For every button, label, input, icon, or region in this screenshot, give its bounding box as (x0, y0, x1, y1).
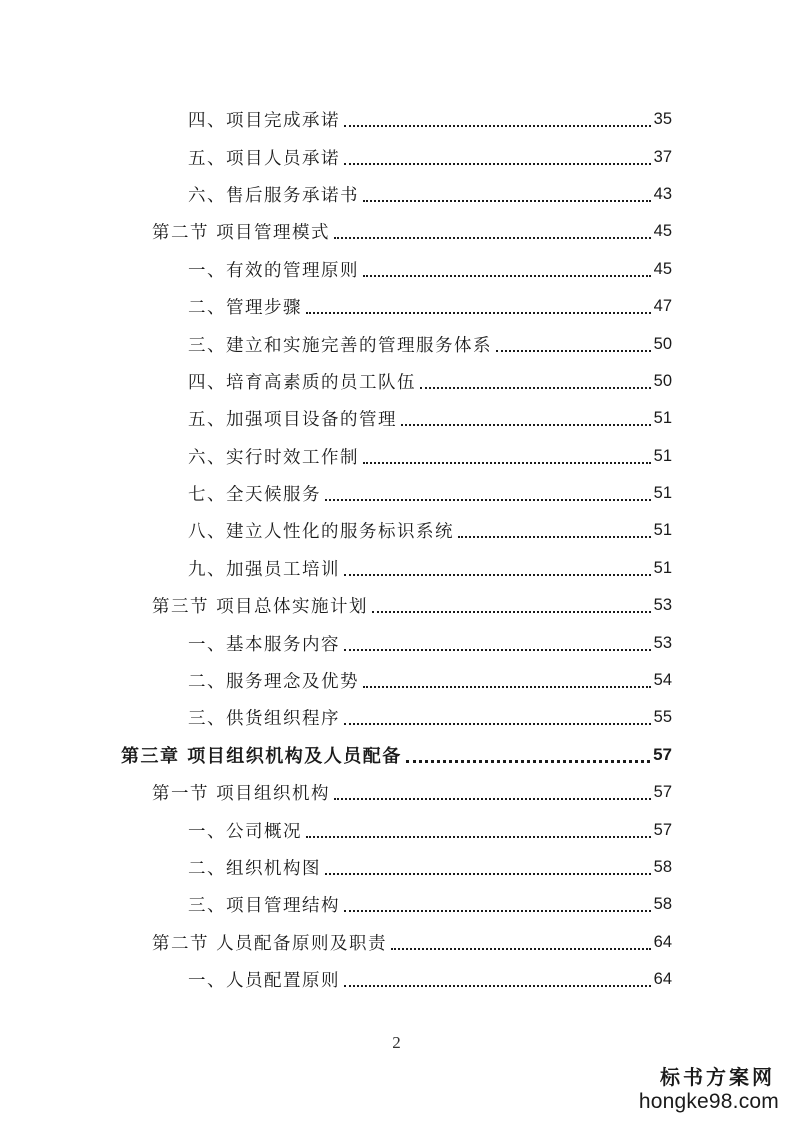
dot-leader (363, 199, 651, 202)
toc-entry-title: 七、全天候服务 (188, 485, 321, 506)
toc-entry-item[interactable] (0, 550, 793, 587)
toc-entry-section[interactable] (0, 213, 793, 250)
toc-entry-title: 一、人员配置原则 (188, 971, 340, 992)
toc-entry-section[interactable] (0, 924, 793, 961)
toc-entry-page: 58 (653, 858, 672, 876)
toc-entry-page: 45 (653, 259, 672, 278)
toc-entry-page: 43 (653, 184, 672, 203)
toc-entry-item[interactable] (0, 662, 793, 699)
dot-leader (406, 759, 650, 763)
toc-entry-title: 第三章 项目组织机构及人员配备 (121, 746, 402, 768)
toc-entry-page: 51 (653, 521, 672, 540)
toc-entry-title: 一、公司概况 (188, 821, 302, 842)
dot-leader (372, 610, 651, 613)
dot-leader (344, 909, 651, 912)
toc-entry-page: 37 (653, 147, 672, 166)
toc-entry-page: 51 (653, 558, 672, 577)
toc-entry-title: 第二节 项目管理模式 (152, 223, 331, 244)
toc-entry-title: 六、实行时效工作制 (188, 447, 359, 468)
dot-leader (344, 162, 651, 165)
toc-entry-title: 四、项目完成承诺 (188, 111, 340, 132)
dot-leader (496, 349, 651, 352)
toc-entry-page: 50 (653, 371, 672, 390)
toc-entry-page: 64 (653, 970, 672, 989)
toc-entry-item[interactable] (0, 849, 793, 886)
toc-entry-page: 45 (653, 222, 672, 241)
toc-entry-page: 55 (653, 708, 672, 727)
toc-entry-title: 二、服务理念及优势 (188, 672, 359, 693)
toc-entry-item[interactable] (0, 699, 793, 736)
toc-entry-page: 57 (653, 820, 672, 839)
dot-leader (325, 872, 651, 875)
toc-entry-item[interactable] (0, 288, 793, 325)
dot-leader (363, 685, 651, 688)
toc-entry-page: 50 (653, 334, 672, 353)
toc-entry-title: 第二节 人员配备原则及职责 (152, 933, 388, 954)
dot-leader (344, 648, 651, 651)
toc-entry-page: 64 (653, 932, 672, 951)
toc-entry-item[interactable] (0, 176, 793, 213)
dot-leader (334, 797, 651, 800)
toc-entry-title: 二、管理步骤 (188, 298, 302, 319)
toc-entry-title: 四、培育高素质的员工队伍 (188, 372, 416, 393)
dot-leader (363, 274, 651, 277)
toc-entry-title: 三、项目管理结构 (188, 896, 340, 917)
toc-entry-title: 五、加强项目设备的管理 (188, 410, 397, 431)
toc-entry-title: 三、建立和实施完善的管理服务体系 (188, 335, 492, 356)
page-number: 2 (392, 1033, 401, 1052)
toc-entry-title: 八、建立人性化的服务标识系统 (188, 522, 454, 543)
dot-leader (325, 498, 651, 501)
toc-entry-title: 第三节 项目总体实施计划 (152, 597, 369, 618)
dot-leader (344, 984, 651, 987)
toc-entry-item[interactable] (0, 101, 793, 138)
toc-entry-page: 54 (653, 671, 672, 690)
toc-entry-item[interactable] (0, 624, 793, 661)
toc-entry-item[interactable] (0, 512, 793, 549)
dot-leader (344, 573, 651, 576)
toc-entry-title: 三、供货组织程序 (188, 709, 340, 730)
toc-entry-item[interactable] (0, 886, 793, 923)
toc-entry-item[interactable] (0, 251, 793, 288)
toc-entry-page: 57 (653, 745, 672, 765)
toc-entry-page: 53 (653, 633, 672, 652)
toc-entry-item[interactable] (0, 400, 793, 437)
toc-entry-page: 57 (653, 783, 672, 802)
toc-entry-page: 51 (653, 484, 672, 503)
toc-entry-page: 53 (653, 596, 672, 615)
toc-entry-title: 五、项目人员承诺 (188, 148, 340, 169)
dot-leader (334, 236, 651, 239)
dot-leader (401, 423, 651, 426)
toc-entry-item[interactable] (0, 138, 793, 175)
toc-entry-title: 第一节 项目组织机构 (152, 784, 331, 805)
dot-leader (344, 124, 651, 127)
toc-entry-item[interactable] (0, 961, 793, 998)
toc-entry-page: 51 (653, 446, 672, 465)
toc-entry-chapter[interactable] (0, 737, 793, 774)
table-of-contents (0, 101, 793, 998)
dot-leader (458, 535, 651, 538)
toc-entry-item[interactable] (0, 811, 793, 848)
toc-entry-title: 九、加强员工培训 (188, 559, 340, 580)
toc-entry-item[interactable] (0, 325, 793, 362)
watermark-url: hongke98.com (638, 1090, 779, 1113)
dot-leader (391, 947, 651, 950)
dot-leader (306, 311, 651, 314)
toc-entry-item[interactable] (0, 475, 793, 512)
toc-entry-page: 47 (653, 297, 672, 316)
watermark (639, 1061, 779, 1114)
toc-entry-title: 一、有效的管理原则 (188, 260, 359, 281)
toc-entry-page: 58 (653, 895, 672, 914)
toc-entry-page: 35 (653, 110, 672, 129)
toc-entry-item[interactable] (0, 438, 793, 475)
toc-entry-section[interactable] (0, 774, 793, 811)
dot-leader (344, 722, 651, 725)
toc-entry-section[interactable] (0, 587, 793, 624)
toc-entry-title: 一、基本服务内容 (188, 634, 340, 655)
toc-entry-title: 二、组织机构图 (188, 859, 321, 879)
watermark-title: 标书方案网 (660, 1065, 775, 1089)
dot-leader (420, 386, 651, 389)
dot-leader (306, 835, 651, 838)
toc-entry-title: 六、售后服务承诺书 (188, 185, 359, 206)
toc-entry-page: 51 (653, 409, 672, 428)
dot-leader (363, 461, 651, 464)
toc-entry-item[interactable] (0, 363, 793, 400)
